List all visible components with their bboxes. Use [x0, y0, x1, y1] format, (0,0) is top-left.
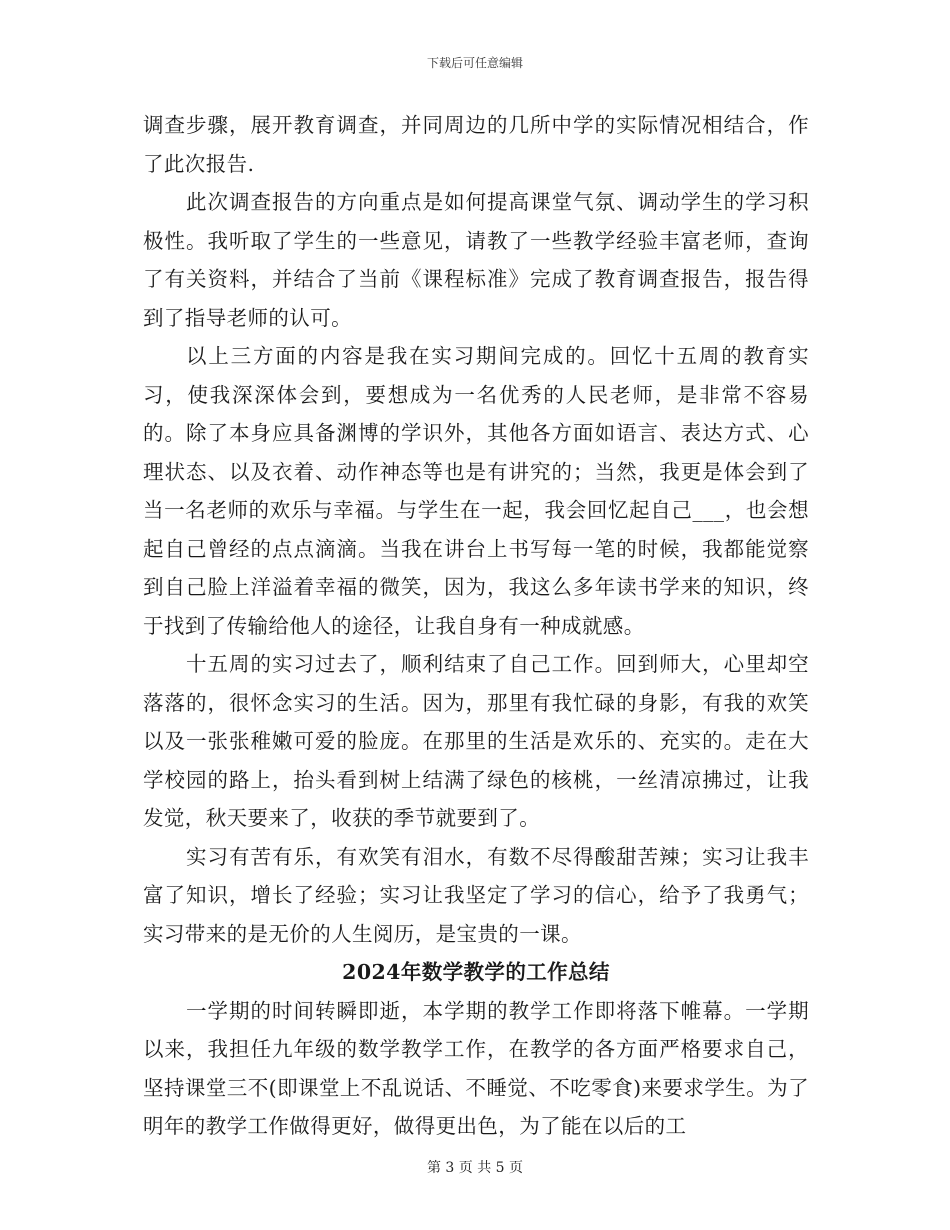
document-body: [143, 106, 809, 1146]
section-title: 2024年数学教学的工作总结: [342, 960, 610, 984]
section-paragraph: 一学期的时间转瞬即逝，本学期的教学工作即将落下帷幕。一学期以来，我担任九年级的数学教学工作，在教学的各方面严格要求自己，坚持课堂三不(即课堂上不乱说话、不睡觉、不吃零食)来要求学生。为了明年的教学工作做得更好，做得更出色，为了能在以后的工: [143, 998, 809, 1138]
page-footer: 第 3 页 共 5 页: [426, 1160, 524, 1176]
paragraph: 此次调查报告的方向重点是如何提高课堂气氛、调动学生的学习积极性。我听取了学生的一些意见，请教了一些教学经验丰富老师，查询了有关资料，并结合了当前《课程标准》完成了教育调查报告，报告得到了指导老师的认可。: [143, 190, 809, 330]
paragraph: 以上三方面的内容是我在实习期间完成的。回忆十五周的教育实习，使我深深体会到，要想成为一名优秀的人民老师，是非常不容易的。除了本身应具备渊博的学识外，其他各方面如语言、表达方式、心理状态、以及衣着、动作神态等也是有讲究的；当然，我更是体会到了当一名老师的欢乐与幸福。与学生在一起，我会回忆起自己___，也会想起自己曾经的点点滴滴。当我在讲台上书写每一笔的时候，我都能觉察到自己脸上洋溢着幸福的微笑，因为，我这么多年读书学来的知识，终于找到了传输给他人的途径，让我自身有一种成就感。: [143, 344, 809, 638]
page-header: 下载后可任意编辑: [426, 56, 523, 70]
paragraph-continuation: 调查步骤，展开教育调查，并同周边的几所中学的实际情况相结合，作了此次报告.: [143, 113, 809, 176]
paragraph: 十五周的实习过去了，顺利结束了自己工作。回到师大，心里却空落落的，很怀念实习的生活。因为，那里有我忙碌的身影，有我的欢笑以及一张张稚嫩可爱的脸庞。在那里的生活是欢乐的、充实的。走在大学校园的路上，抬头看到树上结满了绿色的核桃，一丝清凉拂过，让我发觉，秋天要来了，收获的季节就要到了。: [143, 652, 809, 830]
paragraph: 实习有苦有乐，有欢笑有泪水，有数不尽得酸甜苦辣；实习让我丰富了知识，增长了经验；实习让我坚定了学习的信心，给予了我勇气；实习带来的是无价的人生阅历，是宝贵的一课。: [143, 844, 809, 946]
